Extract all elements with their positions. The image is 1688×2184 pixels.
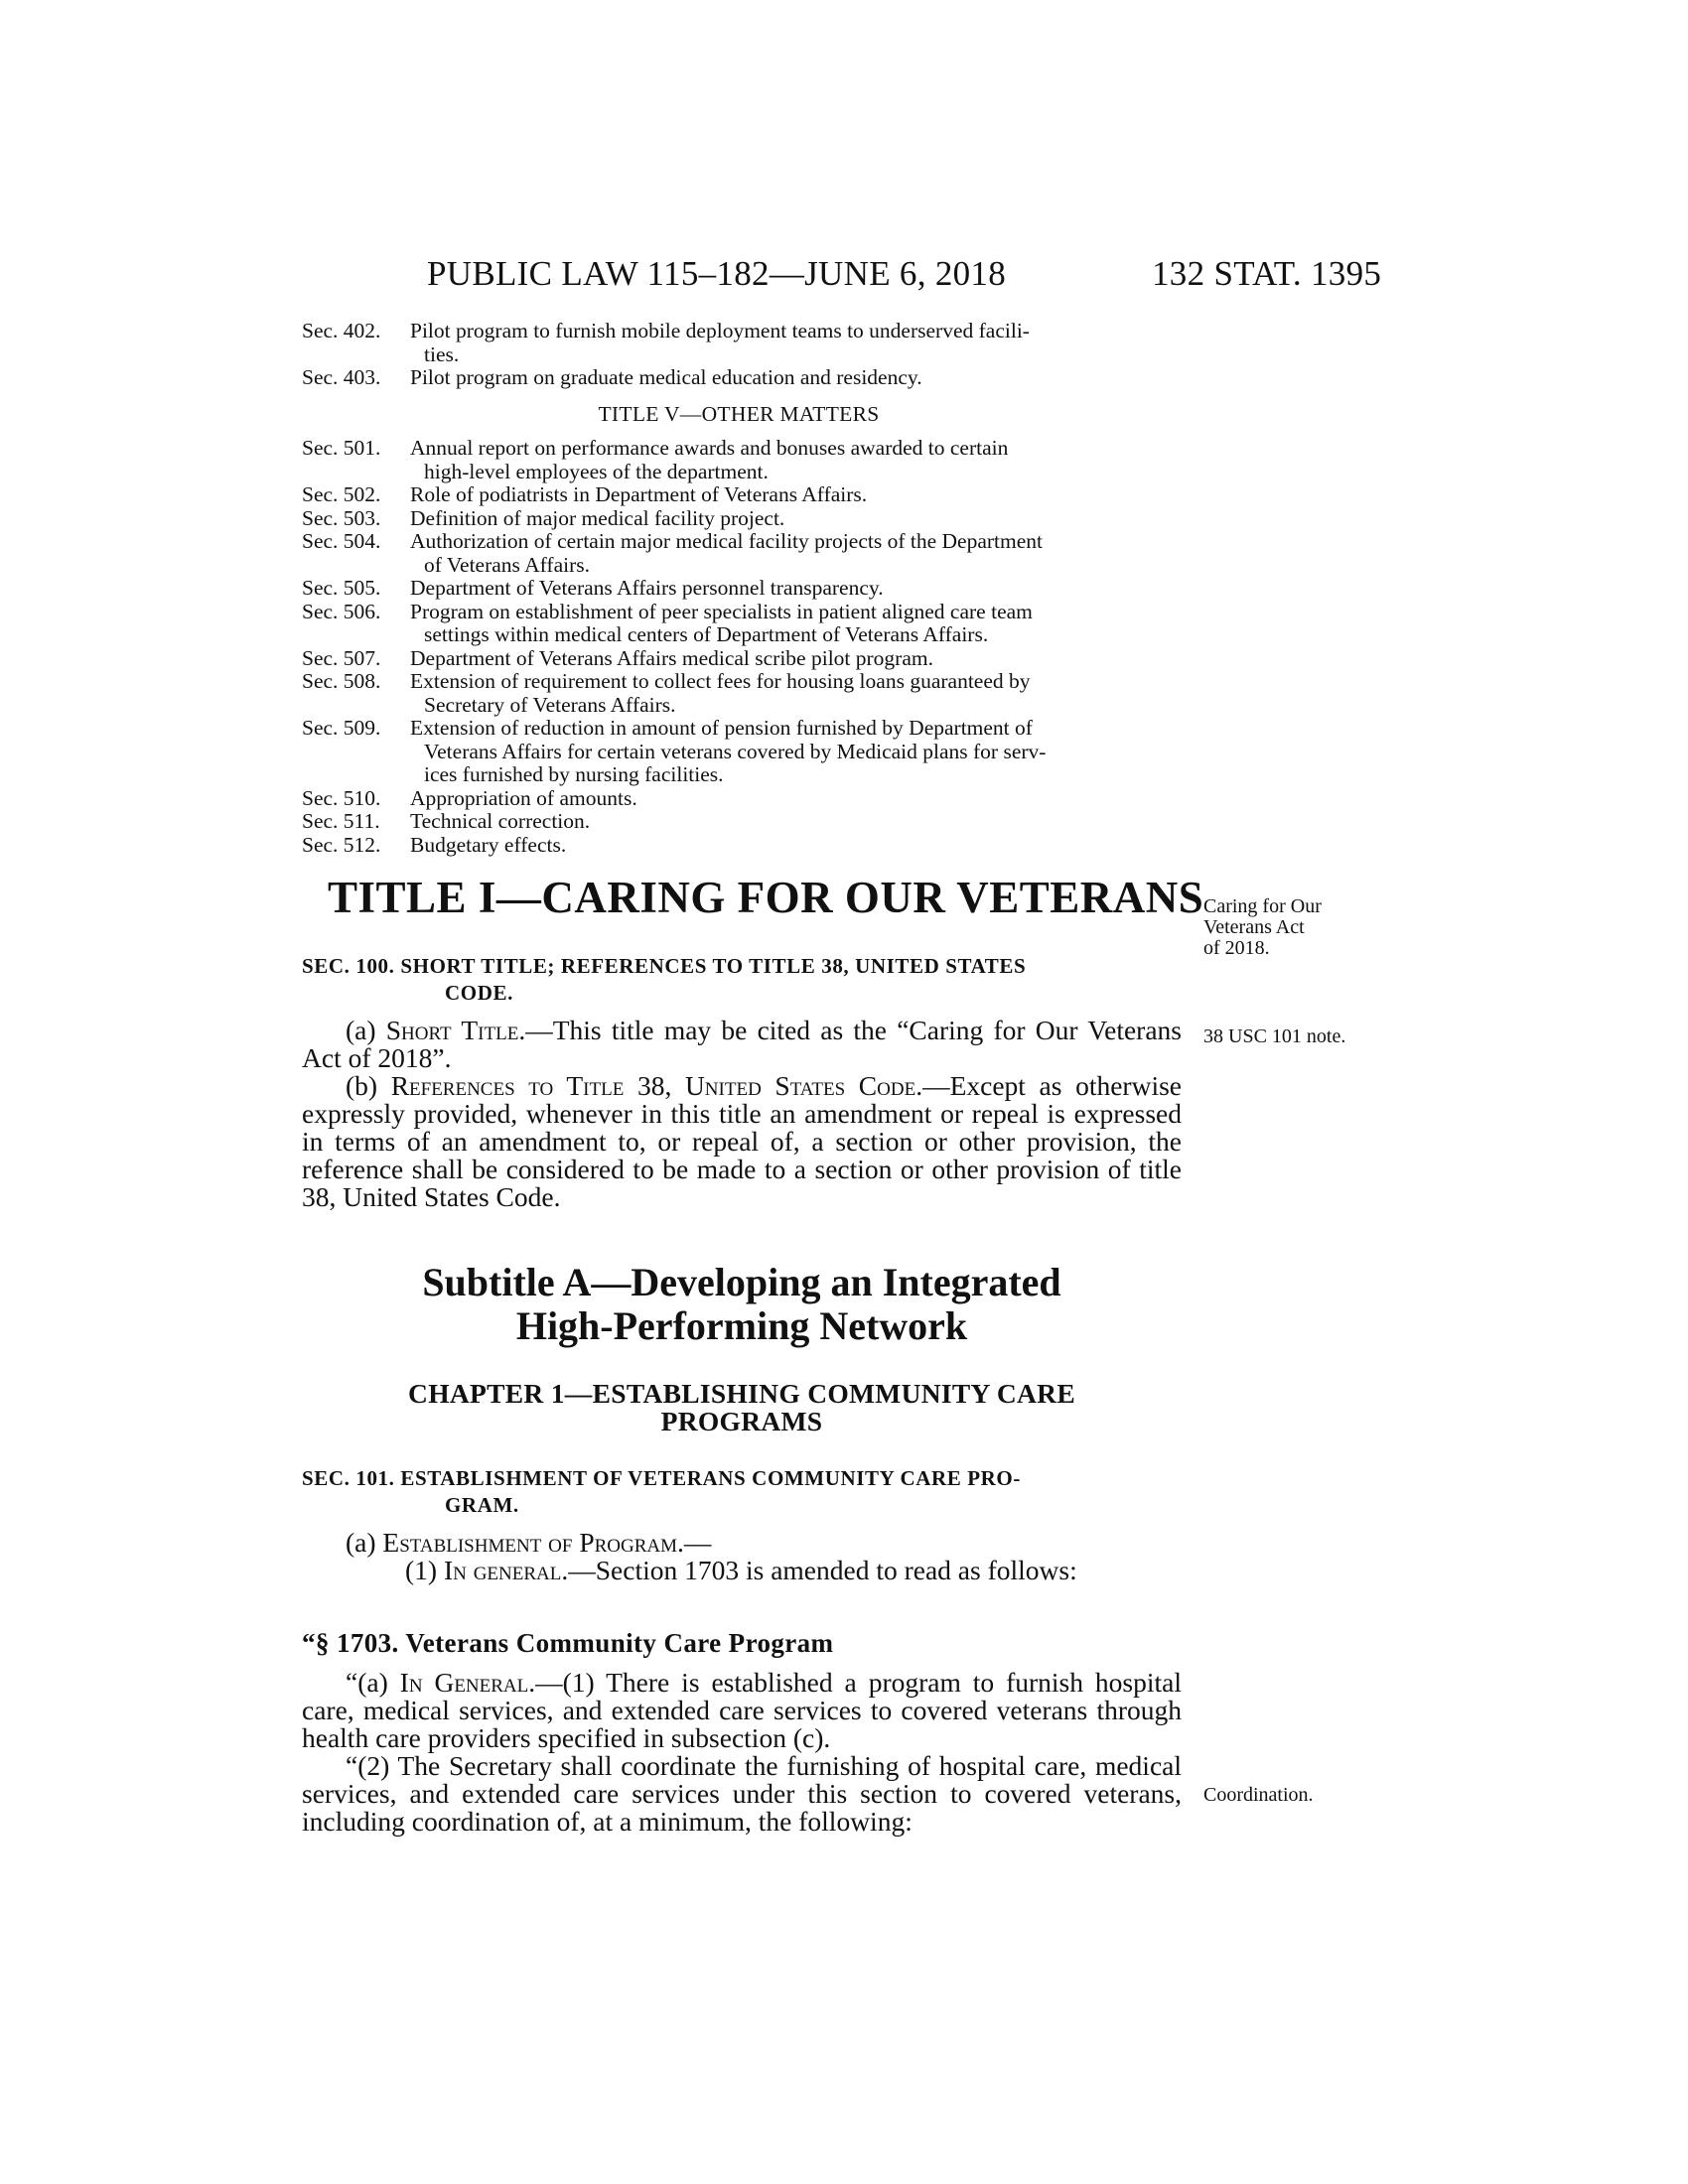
title-heading: TITLE I—CARING FOR OUR VETERANS (328, 873, 1204, 922)
chapter-heading: CHAPTER 1—ESTABLISHING COMMUNITY CARE PROGRAMS (408, 1378, 1075, 1436)
section-101 (302, 1465, 1182, 1584)
toc-item: Sec. 508. Extension of requirement to collect fees for housing loans guaranteed by Secretary of Veterans Affairs. (302, 669, 1031, 717)
toc-item: Sec. 509. Extension of reduction in amount of pension furnished by Department of Veterans Affairs for certain veterans covered by Medicaid plans for serv- ices furnished by nursing facilities. (302, 716, 1047, 786)
paragraph-in-general: (1) In general.—Section 1703 is amended to read as follows: (405, 1555, 1077, 1585)
toc-item: Sec. 402. Pilot program to furnish mobile deployment teams to underserved facili- ties. (302, 319, 1030, 366)
toc-item: Sec. 511. Technical correction. (302, 809, 591, 833)
toc-item: Sec. 512. Budgetary effects. (302, 832, 567, 857)
toc-item: Sec. 505. Department of Veterans Affairs personnel transparency. (302, 576, 884, 600)
section-heading: SEC. 100. SHORT TITLE; REFERENCES TO TITLE 38, UNITED STATES CODE. (302, 954, 1027, 1005)
toc-item: Sec. 507. Department of Veterans Affairs medical scribe pilot program. (302, 645, 933, 670)
paragraph-1703-a: “(a) In General.—(1) There is established a program to furnish hospital care, medical services, and extended care services to covered veterans through health care providers specified in subsection (c). (302, 1667, 1183, 1753)
paragraph-1703-a2: “(2) The Secretary shall coordinate the furnishing of hospital care, medical services, and extended care services under this section to covered veterans, including coordination of, at a minimum, the following: (302, 1750, 1182, 1837)
toc-item: Sec. 506. Program on establishment of peer specialists in patient aligned care team settings within medical centers of Department of Veterans Affairs. (302, 599, 1033, 646)
margin-note-usc: 38 USC 101 note. (1203, 1025, 1346, 1047)
running-header-title: PUBLIC LAW 115–182—JUNE 6, 2018 (427, 254, 1007, 293)
running-header-page: 132 STAT. 1395 (1152, 254, 1382, 293)
toc-item: Sec. 504. Authorization of certain major medical facility projects of the Department of Veterans Affairs. (302, 529, 1043, 577)
table-of-contents (302, 320, 1176, 857)
margin-note-coordination: Coordination. (1203, 1784, 1314, 1806)
section-1703-heading: “§ 1703. Veterans Community Care Program (302, 1628, 834, 1658)
toc-item: Sec. 503. Definition of major medical facility project. (302, 505, 785, 530)
toc-item: Sec. 403. Pilot program on graduate medical education and residency. (302, 365, 922, 389)
paragraph-references: (b) References to Title 38, United States Code.—Except as otherwise expressly provided, whenever in this title an amendment or repeal is expressed in terms of an amendment to, or repeal of, a section or other provision, the reference shall be considered to be made to a section or other provision of title 38, United States Code. (302, 1070, 1182, 1212)
paragraph-short-title: (a) Short Title.—This title may be cited as the “Caring for Our Veterans Act of 2018”. (302, 1015, 1182, 1073)
paragraph-establishment: (a) Establishment of Program.— (346, 1527, 712, 1558)
toc-title-heading: TITLE V—OTHER MATTERS (598, 401, 880, 426)
subtitle-heading: Subtitle A—Developing an Integrated High-Performing Network (422, 1260, 1061, 1348)
section-1703 (302, 1628, 1182, 1836)
toc-item: Sec. 510. Appropriation of amounts. (302, 785, 637, 810)
section-heading: SEC. 101. ESTABLISHMENT OF VETERANS COMMUNITY CARE PRO- GRAM. (302, 1466, 1021, 1517)
toc-item: Sec. 501. Annual report on performance awards and bonuses awarded to certain high-level employees of the department. (302, 436, 1009, 483)
section-100 (302, 953, 1182, 1211)
toc-item: Sec. 502. Role of podiatrists in Department of Veterans Affairs. (302, 482, 868, 506)
margin-note-act-name: Caring for Our Veterans Act of 2018. (1203, 895, 1322, 959)
